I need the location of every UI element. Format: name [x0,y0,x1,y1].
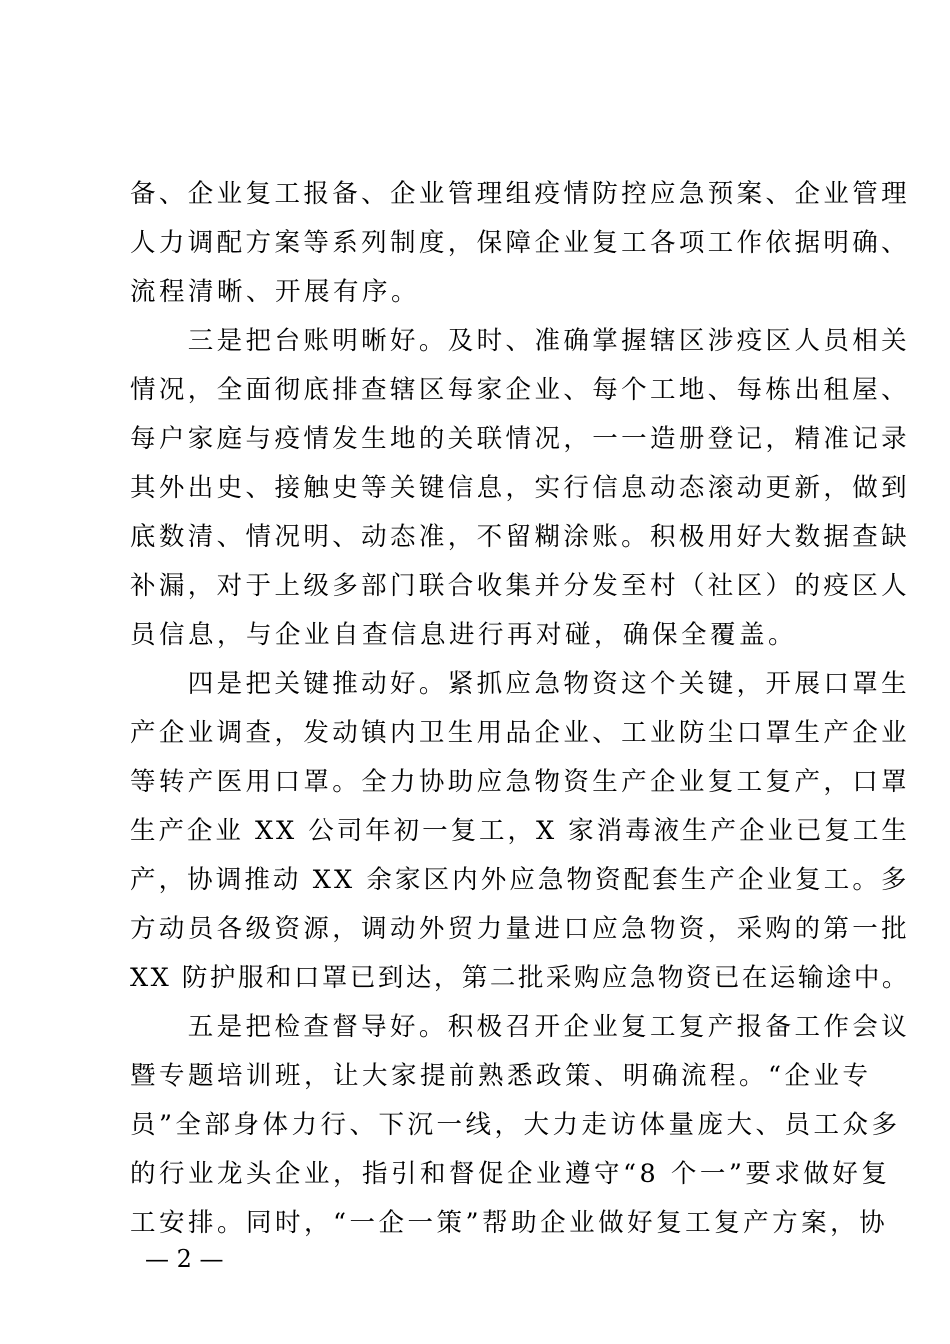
text-line: 三是把台账明晰好。及时、准确掌握辖区涉疫区人员相关 [130,326,911,356]
text-line: 四是把关键推动好。紧抓应急物资这个关键，开展口罩生 [130,669,911,699]
text-line: 员信息，与企业自查信息进行再对碰，确保全覆盖。 [130,620,798,650]
text-line: 补漏，对于上级多部门联合收集并分发至村（社区）的疫区人 [130,571,911,601]
text-line: 流程清晰、开展有序。 [130,277,421,307]
text-line: XX 防护服和口罩已到达，第二批采购应急物资已在运输途中。 [130,963,910,993]
text-line: 产，协调推动 XX 余家区内外应急物资配套生产企业复工。多 [130,865,910,895]
text-line: 产企业调查，发动镇内卫生用品企业、工业防尘口罩生产企业 [130,718,911,748]
text-line: 其外出史、接触史等关键信息，实行信息动态滚动更新，做到 [130,473,911,503]
text-line: 员”全部身体力行、下沉一线，大力走访体量庞大、员工众多 [130,1110,901,1140]
text-line: 底数清、情况明、动态准，不留糊涂账。积极用好大数据查缺 [130,522,911,552]
text-line: 生产企业 XX 公司年初一复工，X 家消毒液生产企业已复工生 [130,816,910,846]
text-line: 工安排。同时，“一企一策”帮助企业做好复工复产方案，协 [130,1208,889,1238]
text-line: 等转产医用口罩。全力协助应急物资生产企业复工复产，口罩 [130,767,911,797]
text-line: 方动员各级资源，调动外贸力量进口应急物资，采购的第一批 [130,914,911,944]
text-line: 备、企业复工报备、企业管理组疫情防控应急预案、企业管理 [130,179,911,209]
text-line: 的行业龙头企业，指引和督促企业遵守“8 个一”要求做好复 [130,1159,891,1189]
text-line: 人力调配方案等系列制度，保障企业复工各项工作依据明确、 [130,228,911,258]
text-line: 每户家庭与疫情发生地的关联情况，一一造册登记，精准记录 [130,424,911,454]
text-line: 情况，全面彻底排查辖区每家企业、每个工地、每栋出租屋、 [130,375,911,405]
text-line: 暨专题培训班，让大家提前熟悉政策、明确流程。“企业专 [130,1061,872,1091]
text-line: 五是把检查督导好。积极召开企业复工复产报备工作会议 [130,1012,911,1042]
page-number: — 2 — [145,1245,224,1273]
